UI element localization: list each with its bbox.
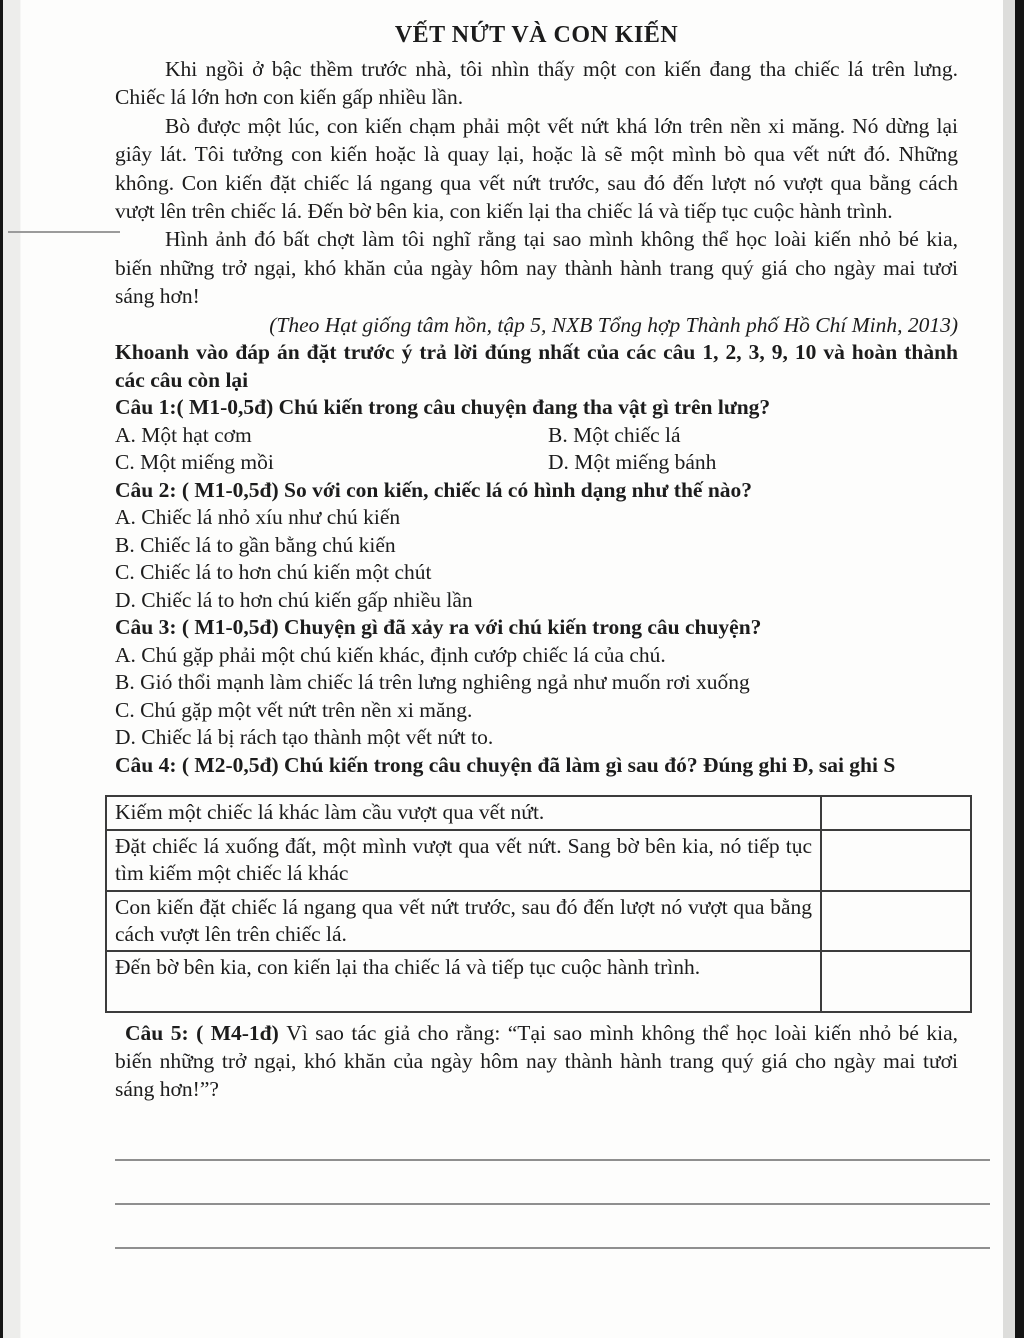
answer-cell (821, 891, 971, 951)
statement-cell: Kiếm một chiếc lá khác làm cầu vượt qua vết nứt. (106, 796, 821, 830)
answer-line (115, 1117, 990, 1161)
statement-cell: Đặt chiếc lá xuống đất, một mình vượt qua vết nứt. Sang bờ bên kia, nó tiếp tục tìm kiếm một chiếc lá khác (106, 830, 821, 891)
story-paragraph-2: Bò được một lúc, con kiến chạm phải một vết nứt khá lớn trên nền xi măng. Nó dừng lại giây lát. Tôi tưởng con kiến hoặc là quay lại, hoặc là sẽ một mình bò qua vết nứt đó. Những không. Con kiến đặt chiếc lá ngang qua vết nứt trước, sau đó đến lượt nó vượt qua bằng cách vượt lên trên chiếc lá. Đến bờ bên kia, con kiến lại tha chiếc lá và tiếp tục cuộc hành trình. (115, 113, 958, 224)
question-1-option-b: B. Một chiếc lá (548, 422, 681, 447)
source-citation: (Theo Hạt giống tâm hồn, tập 5, NXB Tổng hợp Thành phố Hồ Chí Minh, 2013) (269, 312, 958, 337)
question-5 (115, 1019, 958, 1103)
question-1-options-row-1 (115, 422, 958, 450)
question-4-heading: Câu 4: ( M2-0,5đ) Chú kiến trong câu chuyện đã làm gì sau đó? Đúng ghi Đ, sai ghi S (115, 752, 896, 777)
question-1-option-a: A. Một hạt cơm (115, 422, 252, 447)
story-paragraph-1: Khi ngồi ở bậc thềm trước nhà, tôi nhìn thấy một con kiến đang tha chiếc lá trên lưng. Chiếc lá lớn hơn con kiến gấp nhiều lần. (115, 57, 958, 110)
table-row (106, 951, 971, 1012)
story-paragraph-3: Hình ảnh đó bất chợt làm tôi nghĩ rằng tại sao mình không thể học loài kiến nhỏ bé kia, biến những trở ngại, khó khăn của ngày hôm nay thành hành trang quý giá cho ngày mai tươi sáng hơn! (115, 227, 958, 309)
answer-cell (821, 796, 971, 830)
question-3-heading: Câu 3: ( M1-0,5đ) Chuyện gì đã xảy ra với chú kiến trong câu chuyện? (115, 615, 762, 640)
question-1-heading: Câu 1:( M1-0,5đ) Chú kiến trong câu chuyện đang tha vật gì trên lưng? (115, 395, 771, 420)
question-5-text: Vì sao tác giả cho rằng: “Tại sao mình không thể học loài kiến nhỏ bé kia, biến những trở ngại, khó khăn của ngày hôm nay thành hành trang quý giá cho ngày mai tươi sáng hơn!”? (115, 1021, 958, 1102)
answer-line (115, 1205, 990, 1249)
statement-cell: Đến bờ bên kia, con kiến lại tha chiếc lá và tiếp tục cuộc hành trình. (106, 951, 821, 1012)
question-3-option-c: C. Chú gặp một vết nứt trên nền xi măng. (115, 697, 473, 722)
table-row (106, 891, 971, 951)
answer-line (115, 1161, 990, 1205)
question-2-option-c: C. Chiếc lá to hơn chú kiến một chút (115, 560, 432, 585)
question-3-option-b: B. Gió thổi mạnh làm chiếc lá trên lưng nghiêng ngả như muốn rơi xuống (115, 670, 750, 695)
question-5-label: Câu 5: ( M4-1đ) (125, 1021, 287, 1046)
answer-cell (821, 830, 971, 891)
question-2-option-b: B. Chiếc lá to gần bằng chú kiến (115, 532, 396, 557)
table-row (106, 830, 971, 891)
page-title: VẾT NỨT VÀ CON KIẾN (394, 22, 679, 48)
question-3-option-a: A. Chú gặp phải một chú kiến khác, định cướp chiếc lá của chú. (115, 642, 666, 667)
question-2-heading: Câu 2: ( M1-0,5đ) So với con kiến, chiếc lá có hình dạng như thế nào? (115, 477, 753, 502)
general-instruction: Khoanh vào đáp án đặt trước ý trả lời đúng nhất của các câu 1, 2, 3, 9, 10 và hoàn thành các câu còn lại (115, 340, 958, 392)
question-1-option-d: D. Một miếng bánh (548, 450, 717, 475)
true-false-statements-table (105, 795, 972, 1013)
question-1-options-row-2 (115, 449, 958, 477)
question-1-option-c: C. Một miếng mồi (115, 450, 274, 475)
statement-cell: Con kiến đặt chiếc lá ngang qua vết nứt trước, sau đó đến lượt nó vượt qua bằng cách vượt lên trên chiếc lá. (106, 891, 821, 951)
answer-cell (821, 951, 971, 1012)
question-2-option-d: D. Chiếc lá to hơn chú kiến gấp nhiều lần (115, 587, 473, 612)
table-row (106, 796, 971, 830)
question-2-option-a: A. Chiếc lá nhỏ xíu như chú kiến (115, 505, 401, 530)
answer-writing-area (115, 1117, 958, 1249)
question-3-option-d: D. Chiếc lá bị rách tạo thành một vết nứt to. (115, 725, 494, 750)
